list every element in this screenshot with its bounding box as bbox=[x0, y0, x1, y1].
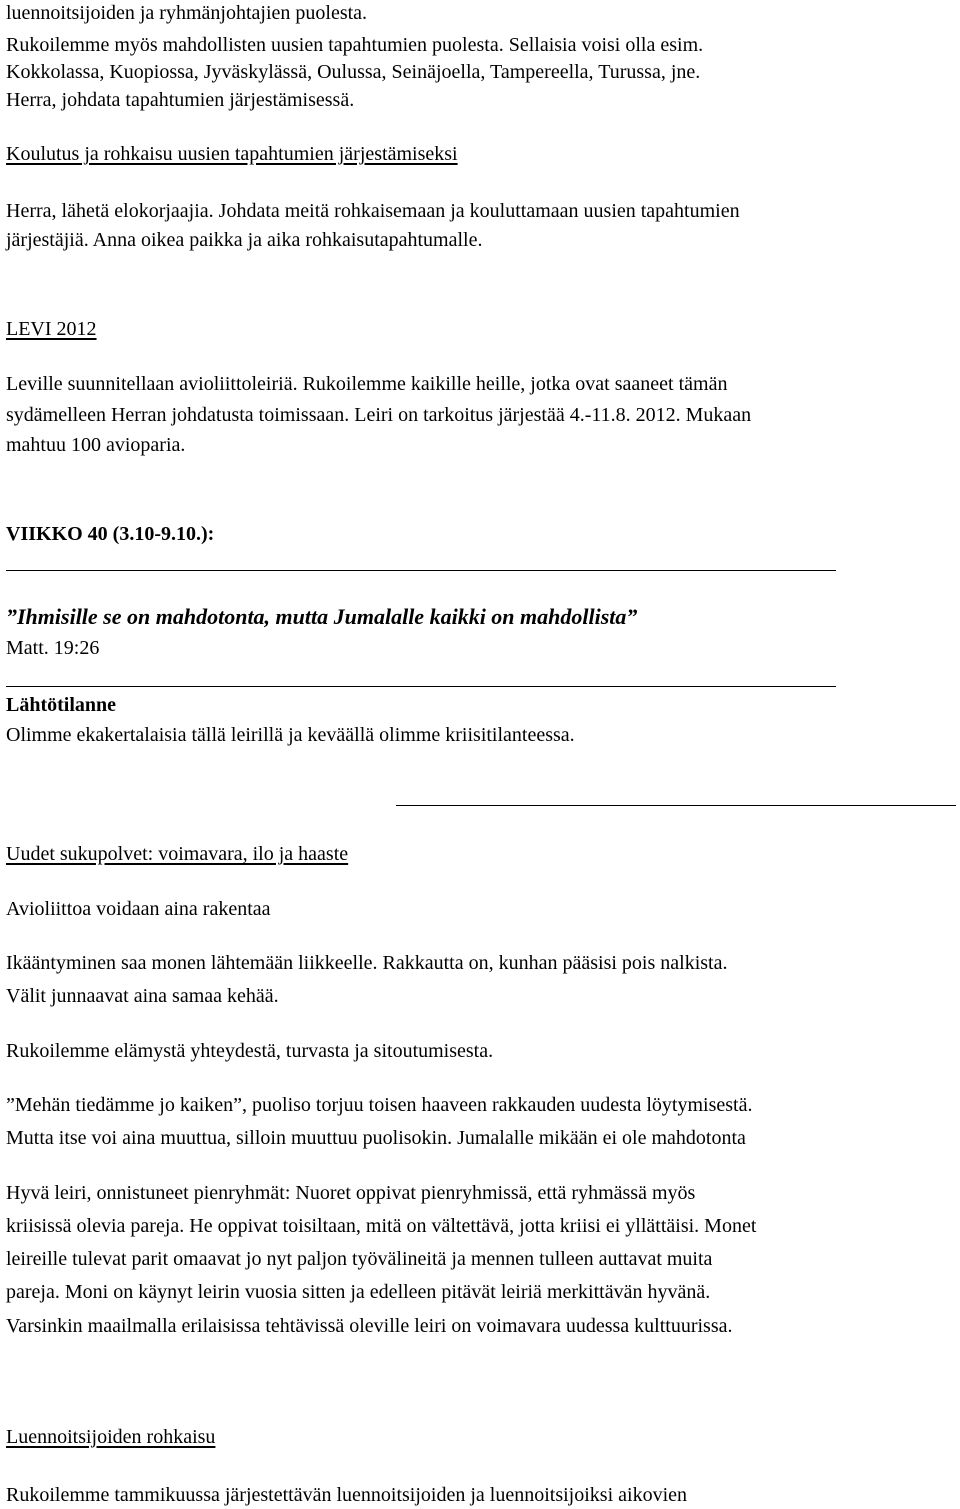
intro-line-2: Rukoilemme myös mahdollisten uusien tapahtumien puolesta. Sellaisia voisi olla esim. bbox=[6, 34, 704, 56]
start-heading: Lähtötilanne bbox=[6, 694, 117, 716]
uudet-heading: Uudet sukupolvet: voimavara, ilo ja haaste bbox=[6, 843, 349, 865]
week-heading: VIIKKO 40 (3.10-9.10.): bbox=[6, 523, 215, 545]
luennoitsijat-line: Rukoilemme tammikuussa järjestettävän luennoitsijoiden ja luennoitsijoiksi aikovien bbox=[6, 1484, 687, 1506]
uudet-p1-line-2: Välit junnaavat aina samaa kehää. bbox=[6, 985, 279, 1007]
levi-line-2: sydämelleen Herran johdatusta toimissaan. Leiri on tarkoitus järjestää 4.-11.8. 2012. Mukaan bbox=[6, 404, 752, 426]
intro-line-3: Kokkolassa, Kuopiossa, Jyväskylässä, Oulussa, Seinäjoella, Tampereella, Turussa, jne. bbox=[6, 61, 701, 83]
uudet-p2: Rukoilemme elämystä yhteydestä, turvasta ja sitoutumisesta. bbox=[6, 1040, 494, 1062]
koulutus-line-1: Herra, lähetä elokorjaajia. Johdata meitä rohkaisemaan ja kouluttamaan uusien tapahtumien bbox=[6, 200, 740, 222]
uudet-p4-line-5: Varsinkin maailmalla erilaisissa tehtävissä oleville leiri on voimavara uudessa kulttuurissa. bbox=[6, 1315, 733, 1337]
uudet-p3-line-1: ”Mehän tiedämme jo kaiken”, puoliso torjuu toisen haaveen rakkauden uudesta löytymisestä. bbox=[6, 1094, 753, 1116]
divider-1 bbox=[6, 570, 836, 571]
week-quote: ”Ihmisille se on mahdotonta, mutta Jumalalle kaikki on mahdollista” bbox=[6, 604, 638, 629]
uudet-p4-line-4: pareja. Moni on käynyt leirin vuosia sitten ja edelleen pitävät leiriä merkittävän hyvänä. bbox=[6, 1281, 711, 1303]
levi-line-1: Leville suunnitellaan avioliittoleiriä. Rukoilemme kaikille heille, jotka ovat saaneet tämän bbox=[6, 373, 728, 395]
levi-heading: LEVI 2012 bbox=[6, 318, 97, 340]
intro-line-4: Herra, johdata tapahtumien järjestämisessä. bbox=[6, 89, 355, 111]
divider-3 bbox=[396, 805, 956, 806]
week-reference: Matt. 19:26 bbox=[6, 637, 100, 659]
uudet-subheading: Avioliittoa voidaan aina rakentaa bbox=[6, 898, 271, 920]
uudet-p4-line-3: leireille tulevat parit omaavat jo nyt paljon työvälineitä ja mennen tulleen auttavat muita bbox=[6, 1248, 713, 1270]
levi-line-3: mahtuu 100 avioparia. bbox=[6, 434, 186, 456]
uudet-p4-line-2: kriisissä olevia pareja. He oppivat toisiltaan, mitä on vältettävä, jotta kriisi ei yllättäisi. Monet bbox=[6, 1215, 757, 1237]
intro-line-1: luennoitsijoiden ja ryhmänjohtajien puolesta. bbox=[6, 2, 368, 24]
start-text: Olimme ekakertalaisia tällä leirillä ja keväällä olimme kriisitilanteessa. bbox=[6, 724, 575, 746]
uudet-p4-line-1: Hyvä leiri, onnistuneet pienryhmät: Nuoret oppivat pienryhmissä, että ryhmässä myös bbox=[6, 1182, 696, 1204]
divider-2 bbox=[6, 686, 836, 687]
koulutus-line-2: järjestäjiä. Anna oikea paikka ja aika rohkaisutapahtumalle. bbox=[6, 229, 483, 251]
uudet-p3-line-2: Mutta itse voi aina muuttua, silloin muuttuu puolisokin. Jumalalle mikään ei ole mahdotonta bbox=[6, 1127, 746, 1149]
luennoitsijat-heading: Luennoitsijoiden rohkaisu bbox=[6, 1426, 216, 1448]
koulutus-heading: Koulutus ja rohkaisu uusien tapahtumien järjestämiseksi bbox=[6, 143, 458, 165]
uudet-p1-line-1: Ikääntyminen saa monen lähtemään liikkeelle. Rakkautta on, kunhan pääsisi pois nalkista. bbox=[6, 952, 728, 974]
